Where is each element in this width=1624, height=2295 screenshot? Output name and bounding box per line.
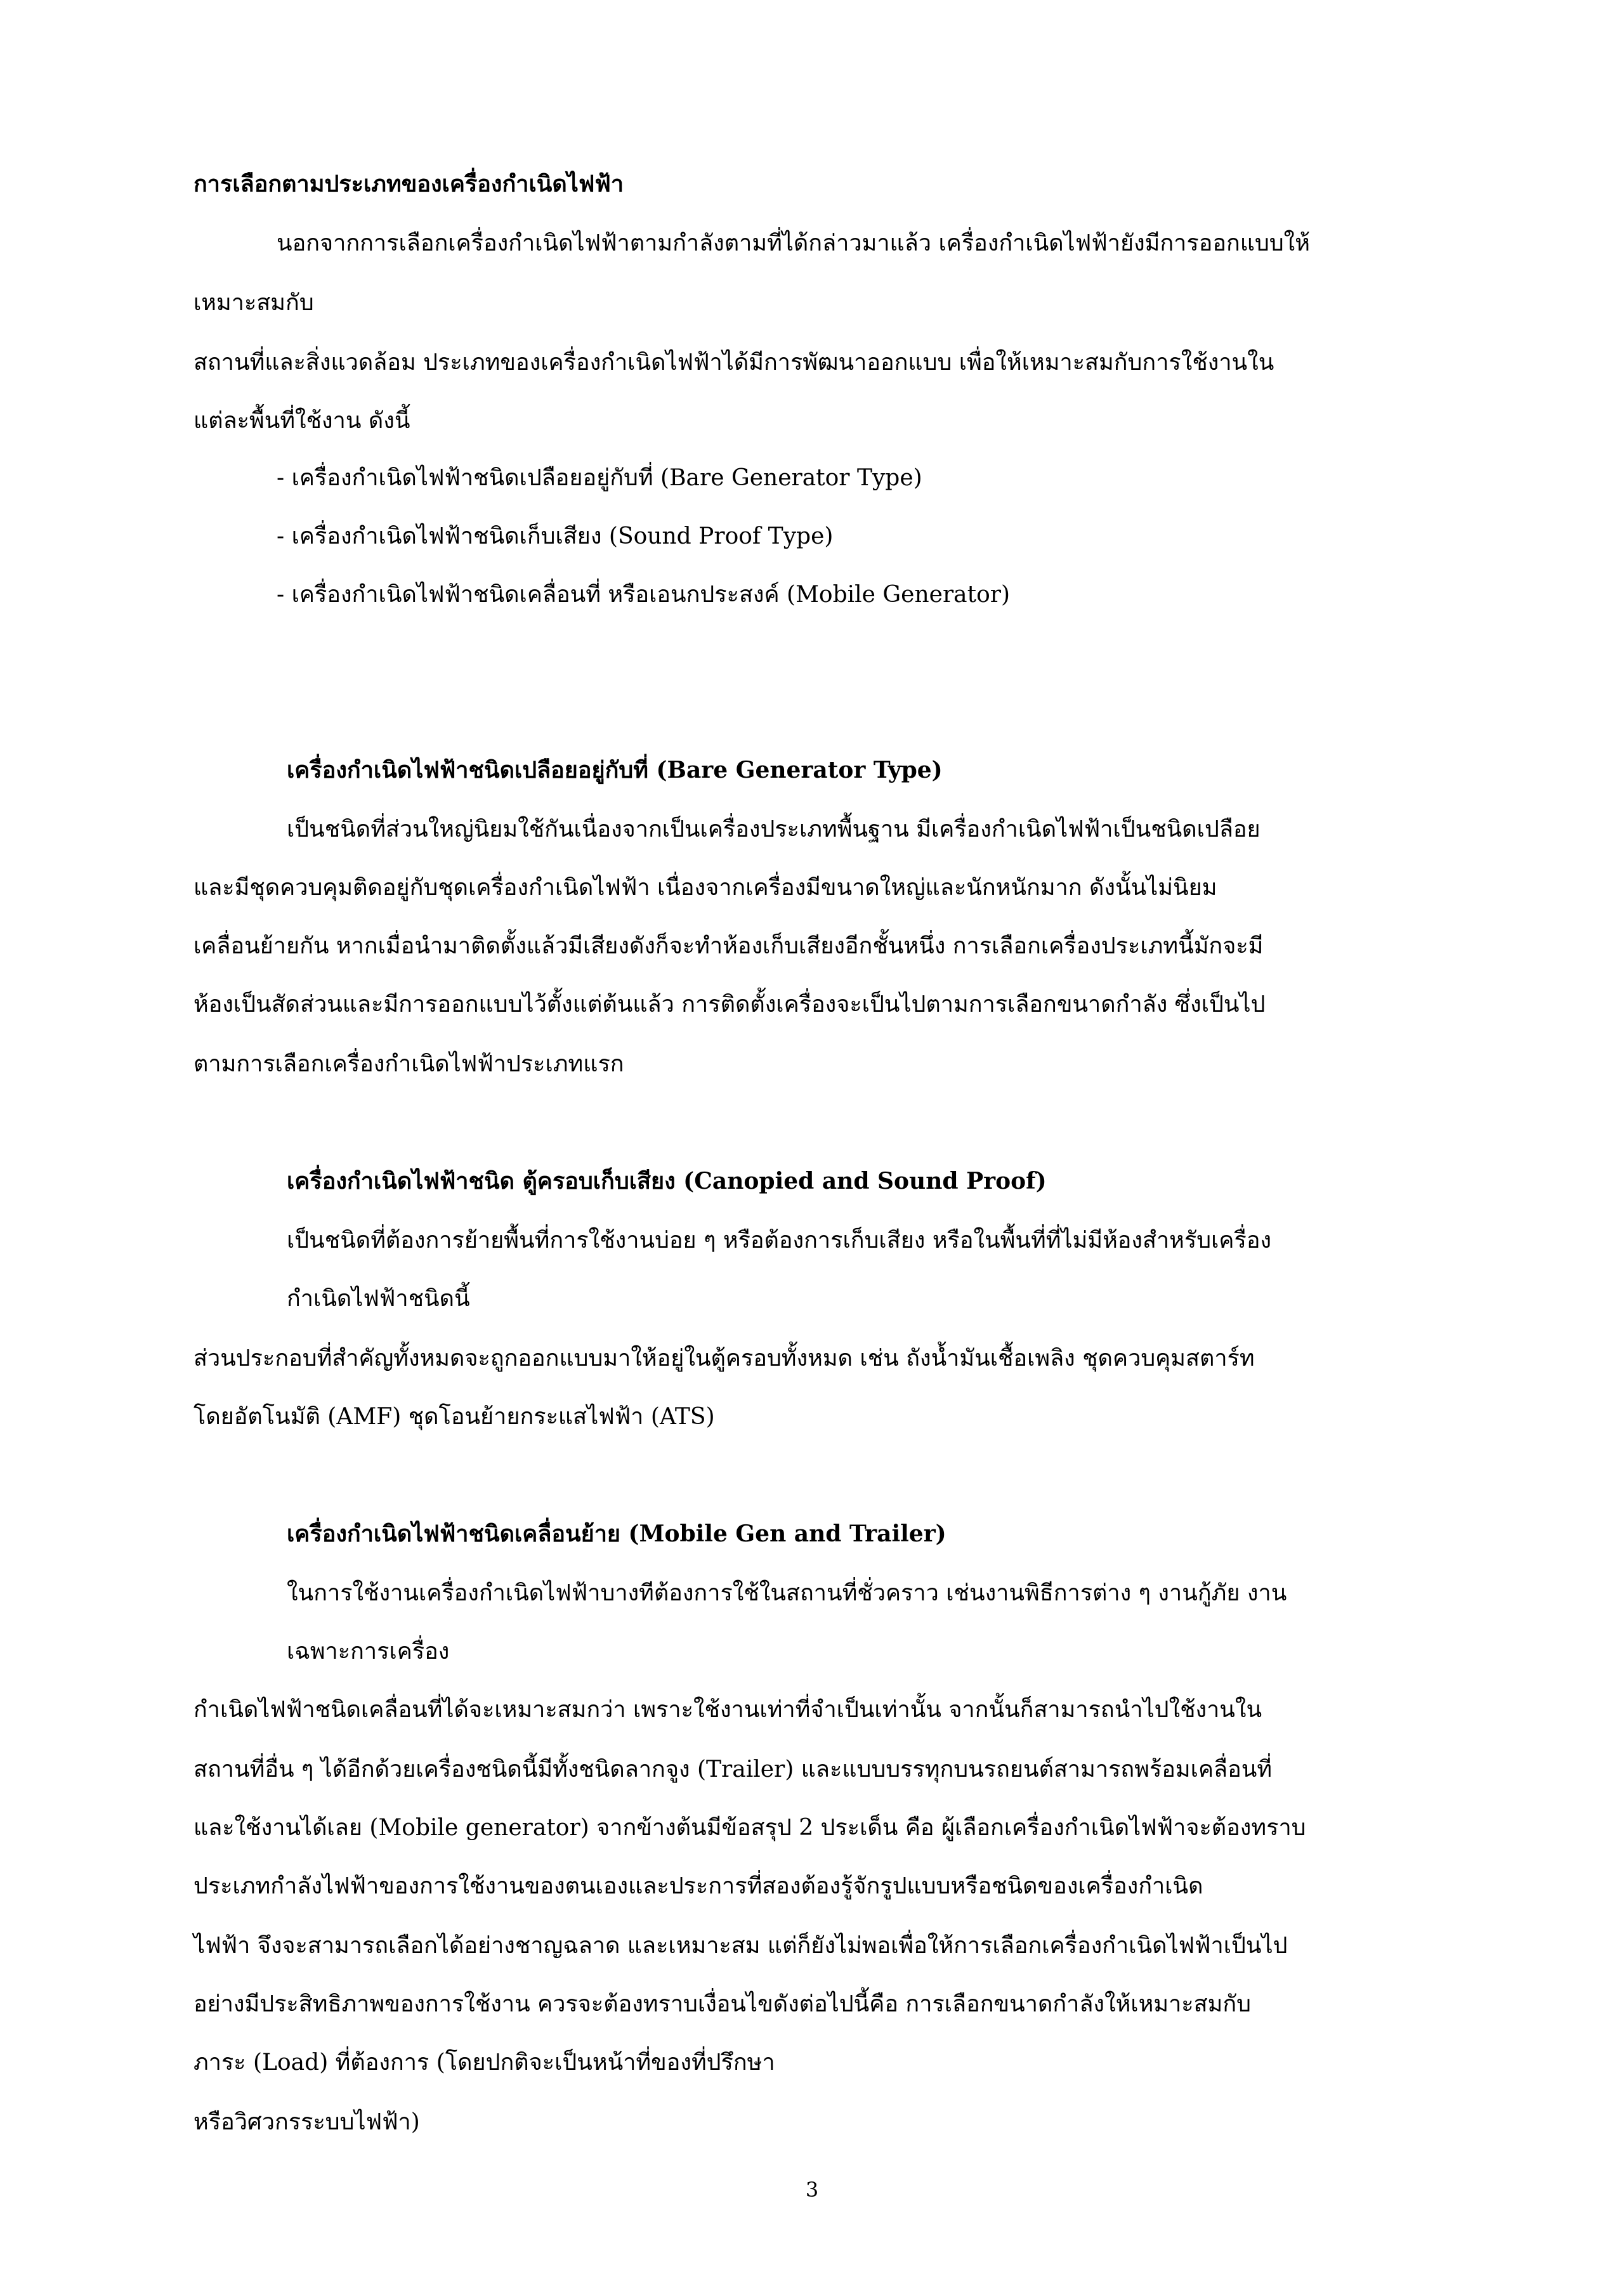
paragraph-line: ห้องเป็นสัดส่วนและมีการออกแบบไว้ตั้งแต่ต้นแล้ว การติดตั้งเครื่องจะเป็นไปตามการเลือกขนาดกำลัง ซึ่งเป็นไป (193, 991, 1266, 1017)
paragraph-line: ตามการเลือกเครื่องกำเนิดไฟฟ้าประเภทแรก (193, 1051, 624, 1077)
paragraph-line: ไฟฟ้า จึงจะสามารถเลือกได้อย่างชาญฉลาด และเหมาะสม แต่ก็ยังไม่พอเพื่อให้การเลือกเครื่องกำเนิดไฟฟ้าเป็นไป (193, 1933, 1288, 1959)
paragraph-line: เหมาะสมกับ (193, 290, 314, 316)
paragraph-line: โดยอัตโนมัติ (AMF) ชุดโอนย้ายกระแสไฟฟ้า (ATS) (193, 1404, 715, 1430)
paragraph-line: เคลื่อนย้ายกัน หากเมื่อนำมาติดตั้งแล้วมีเสียงดังก็จะทำห้องเก็บเสียงอีกชั้นหนึ่ง การเลือกเครื่องประเภทนี้มักจะมี (193, 933, 1264, 959)
paragraph-line: และใช้งานได้เลย (Mobile generator) จากข้างต้นมีข้อสรุป 2 ประเด็น คือ ผู้เลือกเครื่องกำเนิดไฟฟ้าจะต้องทราบ (193, 1815, 1306, 1841)
paragraph-line: ประเภทกำลังไฟฟ้าของการใช้งานของตนเองและประการที่สองต้องรู้จักรูปแบบหรือชนิดของเครื่องกำเนิด (193, 1873, 1203, 1899)
paragraph-line: นอกจากการเลือกเครื่องกำเนิดไฟฟ้าตามกำลังตามที่ได้กล่าวมาแล้ว เครื่องกำเนิดไฟฟ้ายังมีการออกแบบให้ (277, 230, 1310, 256)
section-heading: เครื่องกำเนิดไฟฟ้าชนิดเคลื่อนย้าย (Mobile Gen and Trailer) (287, 1520, 946, 1547)
paragraph-line: สถานที่และสิ่งแวดล้อม ประเภทของเครื่องกำเนิดไฟฟ้าได้มีการพัฒนาออกแบบ เพื่อให้เหมาะสมกับการใช้งานใน (193, 350, 1274, 376)
paragraph-line: ในการใช้งานเครื่องกำเนิดไฟฟ้าบางทีต้องการใช้ในสถานที่ชั่วคราว เช่นงานพิธีการต่าง ๆ งานกู้ภัย งาน (287, 1580, 1287, 1606)
paragraph-line: หรือวิศวกรระบบไฟฟ้า) (193, 2109, 420, 2135)
section-heading: เครื่องกำเนิดไฟฟ้าชนิด ตู้ครอบเก็บเสียง (Canopied and Sound Proof) (287, 1168, 1047, 1194)
list-item: - เครื่องกำเนิดไฟฟ้าชนิดเปลือยอยู่กับที่ (Bare Generator Type) (277, 465, 922, 491)
list-item: - เครื่องกำเนิดไฟฟ้าชนิดเก็บเสียง (Sound Proof Type) (277, 523, 834, 549)
section-heading: เครื่องกำเนิดไฟฟ้าชนิดเปลือยอยู่กับที่ (Bare Generator Type) (287, 757, 943, 783)
paragraph-line: เฉพาะการเครื่อง (287, 1638, 450, 1664)
paragraph-line: ส่วนประกอบที่สำคัญทั้งหมดจะถูกออกแบบมาให้อยู่ในตู้ครอบทั้งหมด เช่น ถังน้ำมันเชื้อเพลิง ชุดควบคุมสตาร์ท (193, 1345, 1255, 1371)
paragraph-line: กำเนิดไฟฟ้าชนิดเคลื่อนที่ได้จะเหมาะสมกว่า เพราะใช้งานเท่าที่จำเป็นเท่านั้น จากนั้นก็สามารถนำไปใช้งานใน (193, 1697, 1262, 1723)
paragraph-line: สถานที่อื่น ๆ ได้อีกด้วยเครื่องชนิดนี้มีทั้งชนิดลากจูง (Trailer) และแบบบรรทุกบนรถยนต์สามารถพร้อมเคลื่อนที่ (193, 1756, 1273, 1782)
list-item: - เครื่องกำเนิดไฟฟ้าชนิดเคลื่อนที่ หรือเอนกประสงค์ (Mobile Generator) (277, 582, 1011, 608)
paragraph-line: อย่างมีประสิทธิภาพของการใช้งาน ควรจะต้องทราบเงื่อนไขดังต่อไปนี้คือ การเลือกขนาดกำลังให้เหมาะสมกับ (193, 1991, 1251, 2017)
section-heading: การเลือกตามประเภทของเครื่องกำเนิดไฟฟ้า (193, 171, 624, 197)
paragraph-line: เป็นชนิดที่ส่วนใหญ่นิยมใช้กันเนื่องจากเป็นเครื่องประเภทพื้นฐาน มีเครื่องกำเนิดไฟฟ้าเป็นชนิดเปลือย (287, 816, 1261, 842)
page-number: 3 (805, 2178, 819, 2202)
paragraph-line: เป็นชนิดที่ต้องการย้ายพื้นที่การใช้งานบ่อย ๆ หรือต้องการเก็บเสียง หรือในพื้นที่ที่ไม่มีห้องสำหรับเครื่อง (287, 1227, 1272, 1253)
paragraph-line: แต่ละพื้นที่ใช้งาน ดังนี้ (193, 408, 410, 434)
paragraph-line: และมีชุดควบคุมติดอยู่กับชุดเครื่องกำเนิดไฟฟ้า เนื่องจากเครื่องมีขนาดใหญ่และนักหนักมาก ดังนั้นไม่นิยม (193, 875, 1217, 901)
paragraph-line: ภาระ (Load) ที่ต้องการ (โดยปกติจะเป็นหน้าที่ของที่ปรึกษา (193, 2050, 775, 2076)
paragraph-line: กำเนิดไฟฟ้าชนิดนี้ (287, 1286, 470, 1312)
